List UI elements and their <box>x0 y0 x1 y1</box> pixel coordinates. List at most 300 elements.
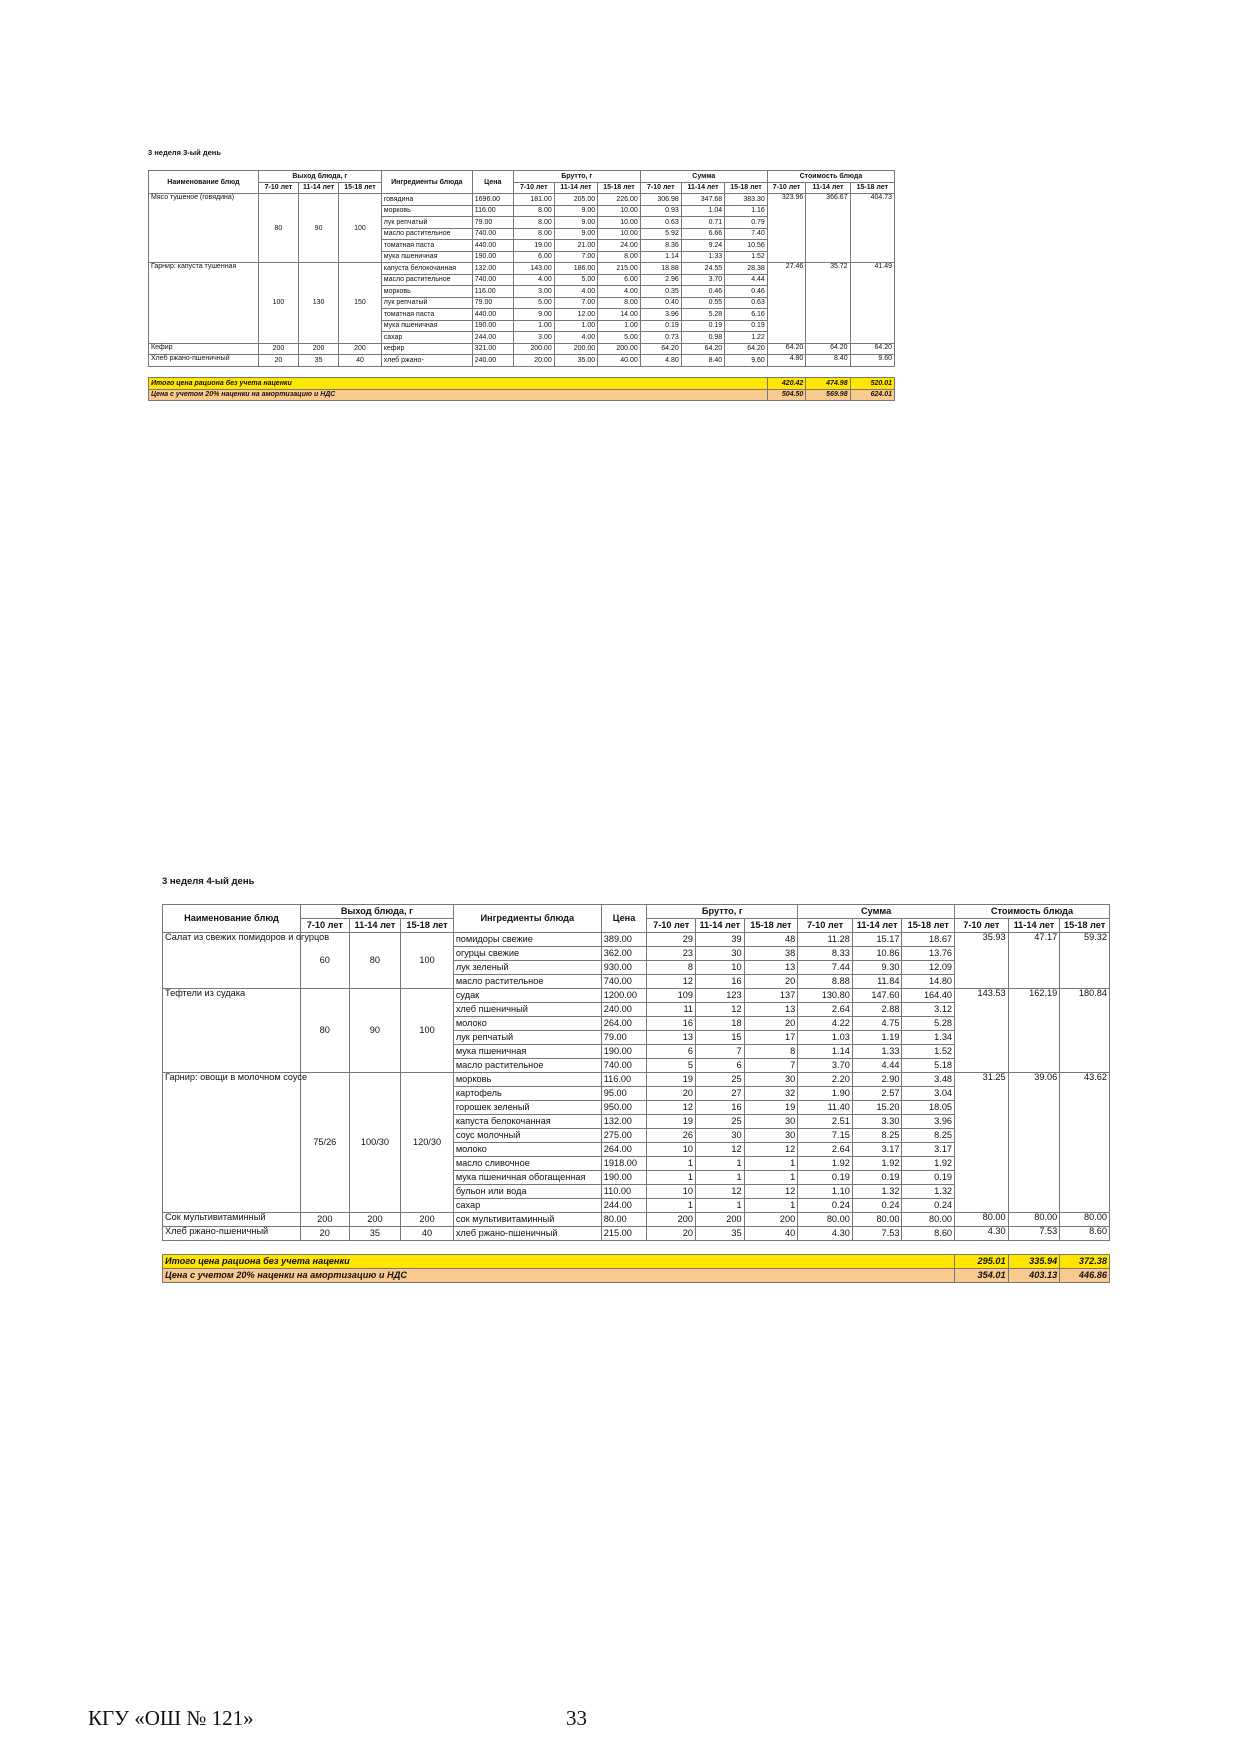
age-header: 11-14 лет <box>1008 919 1060 933</box>
ingredient-sum: 64.20 <box>681 343 724 355</box>
dish-yield: 100 <box>258 263 298 344</box>
age-header: 7-10 лет <box>798 919 853 933</box>
age-group-header-row <box>149 182 895 194</box>
ingredient-sum: 2.90 <box>852 1073 902 1087</box>
age-header: 15-18 лет <box>725 182 768 194</box>
ingredient-price: 740.00 <box>601 975 647 989</box>
ingredient-brutto: 19.00 <box>513 240 554 252</box>
ingredient-brutto: 6.00 <box>513 251 554 263</box>
total-row-label: Итого цена рациона без учета наценки <box>149 378 768 390</box>
dish-name: Хлеб ржано-пшеничный <box>149 355 259 367</box>
spacer-row <box>149 366 895 378</box>
sum-header: Сумма <box>640 171 767 183</box>
ingredient-brutto: 4.00 <box>513 274 554 286</box>
ingredient-price: 190.00 <box>601 1171 647 1185</box>
ingredient-price: 240.00 <box>472 355 513 367</box>
total-row-value: 474.98 <box>806 378 850 390</box>
dish-name: Салат из свежих помидоров и огурцов <box>163 933 301 989</box>
age-header: 7-10 лет <box>647 919 696 933</box>
dish-yield: 200 <box>339 343 382 355</box>
age-header: 15-18 лет <box>339 182 382 194</box>
ingredient-brutto: 25 <box>696 1115 745 1129</box>
ingredient-sum: 0.63 <box>725 297 768 309</box>
ingredient-brutto: 24.00 <box>598 240 641 252</box>
ingredient-sum: 1.03 <box>798 1031 853 1045</box>
dish-cost: 41.49 <box>850 263 894 344</box>
ingredient-brutto: 7 <box>696 1045 745 1059</box>
dish-cost: 31.25 <box>955 1073 1009 1213</box>
age-header: 11-14 лет <box>681 182 724 194</box>
ingredient-brutto: 1 <box>696 1199 745 1213</box>
spacer-cell <box>149 366 895 378</box>
ingredient-brutto: 200.00 <box>554 343 597 355</box>
ingredient-name: горошек зеленый <box>453 1101 601 1115</box>
ingredient-sum: 0.55 <box>681 297 724 309</box>
ingredient-sum: 1.04 <box>681 205 724 217</box>
cost-header: Стоимость блюда <box>767 171 894 183</box>
markup-row-value: 504.50 <box>767 389 806 401</box>
ingredient-sum: 383.30 <box>725 194 768 206</box>
ingredient-brutto: 12 <box>696 1185 745 1199</box>
ingredient-sum: 0.35 <box>640 286 681 298</box>
ingredient-brutto: 6 <box>696 1059 745 1073</box>
ingredient-sum: 7.40 <box>725 228 768 240</box>
dish-cost: 180.84 <box>1060 989 1110 1073</box>
ingredient-brutto: 32 <box>744 1087 798 1101</box>
ingredient-sum: 2.20 <box>798 1073 853 1087</box>
markup-row-value: 624.01 <box>850 389 894 401</box>
dish-yield: 200 <box>258 343 298 355</box>
spacer-row <box>163 1241 1110 1255</box>
dish-yield: 90 <box>299 194 339 263</box>
total-row-value: 335.94 <box>1008 1255 1060 1269</box>
ingredient-brutto: 16 <box>696 1101 745 1115</box>
age-header: 11-14 лет <box>299 182 339 194</box>
sum-header: Сумма <box>798 905 955 919</box>
ingredient-sum: 1.33 <box>681 251 724 263</box>
total-row-value: 295.01 <box>955 1255 1009 1269</box>
ingredient-brutto: 8.00 <box>598 297 641 309</box>
ingredient-row <box>149 194 895 206</box>
ingredient-name: лук зеленый <box>453 961 601 975</box>
ingredient-brutto: 8 <box>744 1045 798 1059</box>
menu-title: 3 неделя 3-ый день <box>148 148 221 157</box>
ingredient-price: 244.00 <box>601 1199 647 1213</box>
ingredient-sum: 12.09 <box>902 961 955 975</box>
ingredient-brutto: 20 <box>744 975 798 989</box>
ingredient-sum: 1.52 <box>902 1045 955 1059</box>
dish-cost: 404.73 <box>850 194 894 263</box>
ingredient-sum: 130.80 <box>798 989 853 1003</box>
ingredient-brutto: 10.00 <box>598 205 641 217</box>
ingredient-price: 321.00 <box>472 343 513 355</box>
ingredient-brutto: 12 <box>647 975 696 989</box>
ingredient-row <box>149 355 895 367</box>
ingredient-sum: 0.40 <box>640 297 681 309</box>
ingredient-sum: 80.00 <box>798 1213 853 1227</box>
ingredient-name: масло растительное <box>381 228 472 240</box>
ingredient-sum: 15.20 <box>852 1101 902 1115</box>
ingredient-name: говядина <box>381 194 472 206</box>
age-header: 15-18 лет <box>850 182 894 194</box>
ingredient-sum: 13.76 <box>902 947 955 961</box>
ingredient-name: мука пшеничная <box>381 320 472 332</box>
dish-name: Тефтели из судака <box>163 989 301 1073</box>
ingredient-brutto: 10 <box>696 961 745 975</box>
ingredient-sum: 3.12 <box>902 1003 955 1017</box>
ingredient-brutto: 14.00 <box>598 309 641 321</box>
age-header: 15-18 лет <box>1060 919 1110 933</box>
ingredient-brutto: 15 <box>696 1031 745 1045</box>
age-header: 7-10 лет <box>300 919 349 933</box>
age-header: 7-10 лет <box>640 182 681 194</box>
ingredient-brutto: 48 <box>744 933 798 947</box>
dish-cost: 35.93 <box>955 933 1009 989</box>
ingredient-name: масло растительное <box>453 975 601 989</box>
ingredient-brutto: 20 <box>744 1017 798 1031</box>
ingredient-sum: 0.24 <box>852 1199 902 1213</box>
ingredient-brutto: 1 <box>744 1171 798 1185</box>
ingredient-sum: 8.33 <box>798 947 853 961</box>
ingredient-brutto: 109 <box>647 989 696 1003</box>
dish-cost: 64.20 <box>806 343 850 355</box>
ingredient-brutto: 200 <box>744 1213 798 1227</box>
ingredient-name: молоко <box>453 1017 601 1031</box>
ingredient-brutto: 16 <box>647 1017 696 1031</box>
ingredient-sum: 0.46 <box>725 286 768 298</box>
ingredient-brutto: 23 <box>647 947 696 961</box>
ingredient-brutto: 11 <box>647 1003 696 1017</box>
ingredient-name: хлеб ржано- <box>381 355 472 367</box>
ingredient-brutto: 13 <box>744 961 798 975</box>
ingredient-name: масло растительное <box>381 274 472 286</box>
ingredient-brutto: 1 <box>744 1199 798 1213</box>
ingredient-name: мука пшеничная обогащенная <box>453 1171 601 1185</box>
ingredient-brutto: 13 <box>647 1031 696 1045</box>
ingredient-brutto: 19 <box>647 1115 696 1129</box>
dish-cost: 323.96 <box>767 194 806 263</box>
ingredient-sum: 18.88 <box>640 263 681 275</box>
ingredient-brutto: 12 <box>696 1143 745 1157</box>
ingredient-brutto: 8.00 <box>513 228 554 240</box>
dish-header: Наименование блюд <box>149 171 259 194</box>
ingredient-brutto: 19 <box>744 1101 798 1115</box>
ingredient-sum: 4.44 <box>725 274 768 286</box>
ingredient-sum: 0.19 <box>798 1171 853 1185</box>
ingredient-brutto: 39 <box>696 933 745 947</box>
menu-block-week3-day3 <box>148 148 895 401</box>
ingredient-sum: 2.88 <box>852 1003 902 1017</box>
ingredient-sum: 4.75 <box>852 1017 902 1031</box>
ingredient-brutto: 5.00 <box>513 297 554 309</box>
age-header: 11-14 лет <box>806 182 850 194</box>
ingredient-brutto: 1 <box>696 1157 745 1171</box>
ingredient-brutto: 205.00 <box>554 194 597 206</box>
ingredient-brutto: 9.00 <box>554 205 597 217</box>
ingredient-sum: 80.00 <box>902 1213 955 1227</box>
ingredient-name: морковь <box>453 1073 601 1087</box>
total-row <box>149 378 895 390</box>
ingredient-price: 930.00 <box>601 961 647 975</box>
ingredient-brutto: 35 <box>696 1227 745 1241</box>
ingredient-brutto: 1 <box>647 1199 696 1213</box>
ingredient-sum: 1.52 <box>725 251 768 263</box>
dish-yield: 200 <box>300 1213 349 1227</box>
ingredient-brutto: 3.00 <box>513 286 554 298</box>
ingredient-sum: 8.60 <box>902 1227 955 1241</box>
ingredient-row <box>163 1213 1110 1227</box>
markup-row-value: 569.98 <box>806 389 850 401</box>
dish-cost: 59.32 <box>1060 933 1110 989</box>
ingredient-brutto: 200.00 <box>598 343 641 355</box>
ingredient-name: соус молочный <box>453 1129 601 1143</box>
age-header: 11-14 лет <box>554 182 597 194</box>
ingredient-sum: 28.38 <box>725 263 768 275</box>
ingredient-sum: 11.84 <box>852 975 902 989</box>
age-header: 15-18 лет <box>902 919 955 933</box>
ingredient-name: помидоры свежие <box>453 933 601 947</box>
ingredient-name: сахар <box>453 1199 601 1213</box>
ingredient-sum: 3.17 <box>852 1143 902 1157</box>
ingredient-brutto: 200.00 <box>513 343 554 355</box>
ingredient-brutto: 8.00 <box>513 217 554 229</box>
ingredient-name: капуста белокочанная <box>453 1115 601 1129</box>
ingredient-sum: 1.90 <box>798 1087 853 1101</box>
menu-block-week3-day4 <box>162 876 1110 1283</box>
ingredient-name: морковь <box>381 205 472 217</box>
dish-name: Кефир <box>149 343 259 355</box>
ingredient-brutto: 123 <box>696 989 745 1003</box>
ingredient-sum: 5.28 <box>902 1017 955 1031</box>
ingredient-brutto: 30 <box>744 1115 798 1129</box>
ingredient-sum: 18.67 <box>902 933 955 947</box>
ingredient-price: 740.00 <box>472 228 513 240</box>
ingredient-sum: 0.79 <box>725 217 768 229</box>
markup-row <box>163 1269 1110 1283</box>
ingredient-sum: 10.86 <box>852 947 902 961</box>
ingredient-sum: 1.16 <box>725 205 768 217</box>
ingredient-row <box>163 1227 1110 1241</box>
ingredient-name: масло растительное <box>453 1059 601 1073</box>
dish-cost: 47.17 <box>1008 933 1060 989</box>
ingredient-brutto: 12 <box>647 1101 696 1115</box>
ingredient-price: 950.00 <box>601 1101 647 1115</box>
dish-yield: 100 <box>401 989 454 1073</box>
menu-title: 3 неделя 4-ый день <box>162 876 255 887</box>
ingredients-header: Ингредиенты блюда <box>453 905 601 933</box>
ingredient-price: 362.00 <box>601 947 647 961</box>
total-row-value: 372.38 <box>1060 1255 1110 1269</box>
ingredient-sum: 1.92 <box>852 1157 902 1171</box>
dish-yield: 80 <box>258 194 298 263</box>
ingredient-name: лук репчатый <box>381 297 472 309</box>
ingredient-sum: 3.30 <box>852 1115 902 1129</box>
ingredient-sum: 18.05 <box>902 1101 955 1115</box>
ingredient-sum: 1.32 <box>902 1185 955 1199</box>
ingredient-sum: 1.34 <box>902 1031 955 1045</box>
ingredient-row <box>163 989 1110 1003</box>
ingredient-brutto: 9.00 <box>554 228 597 240</box>
ingredient-sum: 347.68 <box>681 194 724 206</box>
ingredient-sum: 5.18 <box>902 1059 955 1073</box>
ingredient-price: 79.00 <box>472 297 513 309</box>
ingredient-brutto: 30 <box>744 1073 798 1087</box>
ingredient-sum: 0.24 <box>798 1199 853 1213</box>
dish-yield: 80 <box>349 933 401 989</box>
ingredient-sum: 0.24 <box>902 1199 955 1213</box>
ingredient-brutto: 20.00 <box>513 355 554 367</box>
ingredient-sum: 24.55 <box>681 263 724 275</box>
ingredient-brutto: 40.00 <box>598 355 641 367</box>
ingredient-brutto: 5.00 <box>598 332 641 344</box>
dish-yield: 75/26 <box>300 1073 349 1213</box>
ingredient-name: кефир <box>381 343 472 355</box>
ingredient-price: 1200.00 <box>601 989 647 1003</box>
ingredient-price: 1696.00 <box>472 194 513 206</box>
ingredient-price: 116.00 <box>601 1073 647 1087</box>
ingredient-brutto: 30 <box>696 1129 745 1143</box>
ingredient-brutto: 8 <box>647 961 696 975</box>
ingredient-brutto: 1.00 <box>513 320 554 332</box>
dish-cost: 80.00 <box>1060 1213 1110 1227</box>
dish-yield: 200 <box>401 1213 454 1227</box>
ingredient-brutto: 143.00 <box>513 263 554 275</box>
ingredient-name: капуста белокочанная <box>381 263 472 275</box>
ingredient-brutto: 7.00 <box>554 251 597 263</box>
ingredient-brutto: 30 <box>744 1129 798 1143</box>
ingredient-brutto: 200 <box>647 1213 696 1227</box>
markup-row-label: Цена с учетом 20% наценки на амортизацию и НДС <box>163 1269 955 1283</box>
ingredient-brutto: 5.00 <box>554 274 597 286</box>
dish-cost: 8.60 <box>1060 1227 1110 1241</box>
ingredient-sum: 0.71 <box>681 217 724 229</box>
age-header: 11-14 лет <box>852 919 902 933</box>
ingredient-brutto: 20 <box>647 1087 696 1101</box>
dish-name: Мясо тушеное (говядина) <box>149 194 259 263</box>
ingredient-name: судак <box>453 989 601 1003</box>
dish-cost: 8.40 <box>806 355 850 367</box>
ingredient-brutto: 12 <box>744 1185 798 1199</box>
ingredient-sum: 1.92 <box>798 1157 853 1171</box>
ingredient-sum: 0.19 <box>852 1171 902 1185</box>
markup-row-value: 446.86 <box>1060 1269 1110 1283</box>
ingredient-sum: 3.17 <box>902 1143 955 1157</box>
ingredient-sum: 1.32 <box>852 1185 902 1199</box>
ingredient-brutto: 29 <box>647 933 696 947</box>
markup-row <box>149 389 895 401</box>
ingredient-brutto: 27 <box>696 1087 745 1101</box>
ingredient-sum: 3.48 <box>902 1073 955 1087</box>
ingredient-sum: 3.70 <box>681 274 724 286</box>
brutto-header: Брутто, г <box>513 171 640 183</box>
ingredient-sum: 11.40 <box>798 1101 853 1115</box>
ingredient-brutto: 12 <box>744 1143 798 1157</box>
ingredient-sum: 0.63 <box>640 217 681 229</box>
ingredient-brutto: 1 <box>744 1157 798 1171</box>
ingredient-name: томатная паста <box>381 309 472 321</box>
ingredient-price: 190.00 <box>601 1045 647 1059</box>
age-header: 15-18 лет <box>744 919 798 933</box>
ingredient-sum: 64.20 <box>725 343 768 355</box>
dish-cost: 39.06 <box>1008 1073 1060 1213</box>
ingredient-sum: 11.28 <box>798 933 853 947</box>
dish-yield: 120/30 <box>401 1073 454 1213</box>
dish-cost: 64.20 <box>767 343 806 355</box>
dish-cost: 64.20 <box>850 343 894 355</box>
ingredient-brutto: 200 <box>696 1213 745 1227</box>
ingredient-brutto: 30 <box>696 947 745 961</box>
ingredient-sum: 0.93 <box>640 205 681 217</box>
ingredient-sum: 1.19 <box>852 1031 902 1045</box>
dish-yield: 100 <box>401 933 454 989</box>
dish-yield: 35 <box>299 355 339 367</box>
ingredient-sum: 2.64 <box>798 1003 853 1017</box>
ingredient-sum: 10.56 <box>725 240 768 252</box>
ingredient-name: картофель <box>453 1087 601 1101</box>
age-header: 7-10 лет <box>955 919 1009 933</box>
ingredient-sum: 0.98 <box>681 332 724 344</box>
dish-yield: 100/30 <box>349 1073 401 1213</box>
menu-cost-table <box>148 170 895 401</box>
ingredient-sum: 2.64 <box>798 1143 853 1157</box>
ingredient-sum: 0.73 <box>640 332 681 344</box>
spacer-cell <box>163 1241 1110 1255</box>
age-header: 15-18 лет <box>401 919 454 933</box>
ingredient-price: 116.00 <box>472 286 513 298</box>
ingredient-sum: 2.96 <box>640 274 681 286</box>
ingredient-brutto: 10 <box>647 1143 696 1157</box>
dish-cost: 43.62 <box>1060 1073 1110 1213</box>
dish-cost: 7.53 <box>1008 1227 1060 1241</box>
ingredient-brutto: 13 <box>744 1003 798 1017</box>
dish-cost: 4.80 <box>767 355 806 367</box>
ingredient-price: 740.00 <box>472 274 513 286</box>
ingredient-brutto: 18 <box>696 1017 745 1031</box>
ingredient-sum: 0.19 <box>902 1171 955 1185</box>
ingredient-price: 1918.00 <box>601 1157 647 1171</box>
ingredient-brutto: 16 <box>696 975 745 989</box>
markup-row-value: 403.13 <box>1008 1269 1060 1283</box>
brutto-header: Брутто, г <box>647 905 798 919</box>
dish-header: Наименование блюд <box>163 905 301 933</box>
ingredient-sum: 4.44 <box>852 1059 902 1073</box>
ingredient-price: 240.00 <box>601 1003 647 1017</box>
ingredient-price: 79.00 <box>472 217 513 229</box>
ingredient-name: масло сливочное <box>453 1157 601 1171</box>
ingredient-sum: 8.25 <box>902 1129 955 1143</box>
age-header: 7-10 лет <box>767 182 806 194</box>
dish-cost: 366.67 <box>806 194 850 263</box>
cost-header: Стоимость блюда <box>955 905 1110 919</box>
menu-table-body <box>163 933 1110 1283</box>
ingredients-header: Ингредиенты блюда <box>381 171 472 194</box>
ingredient-name: томатная паста <box>381 240 472 252</box>
ingredient-sum: 4.22 <box>798 1017 853 1031</box>
ingredient-sum: 8.36 <box>640 240 681 252</box>
ingredient-brutto: 17 <box>744 1031 798 1045</box>
ingredient-name: сахар <box>381 332 472 344</box>
ingredient-price: 116.00 <box>472 205 513 217</box>
dish-cost: 9.60 <box>850 355 894 367</box>
ingredient-brutto: 26 <box>647 1129 696 1143</box>
dish-cost: 4.30 <box>955 1227 1009 1241</box>
ingredient-price: 440.00 <box>472 309 513 321</box>
ingredient-name: мука пшеничная <box>381 251 472 263</box>
price-header: Цена <box>601 905 647 933</box>
price-header: Цена <box>472 171 513 194</box>
ingredient-brutto: 7 <box>744 1059 798 1073</box>
dish-cost: 27.46 <box>767 263 806 344</box>
